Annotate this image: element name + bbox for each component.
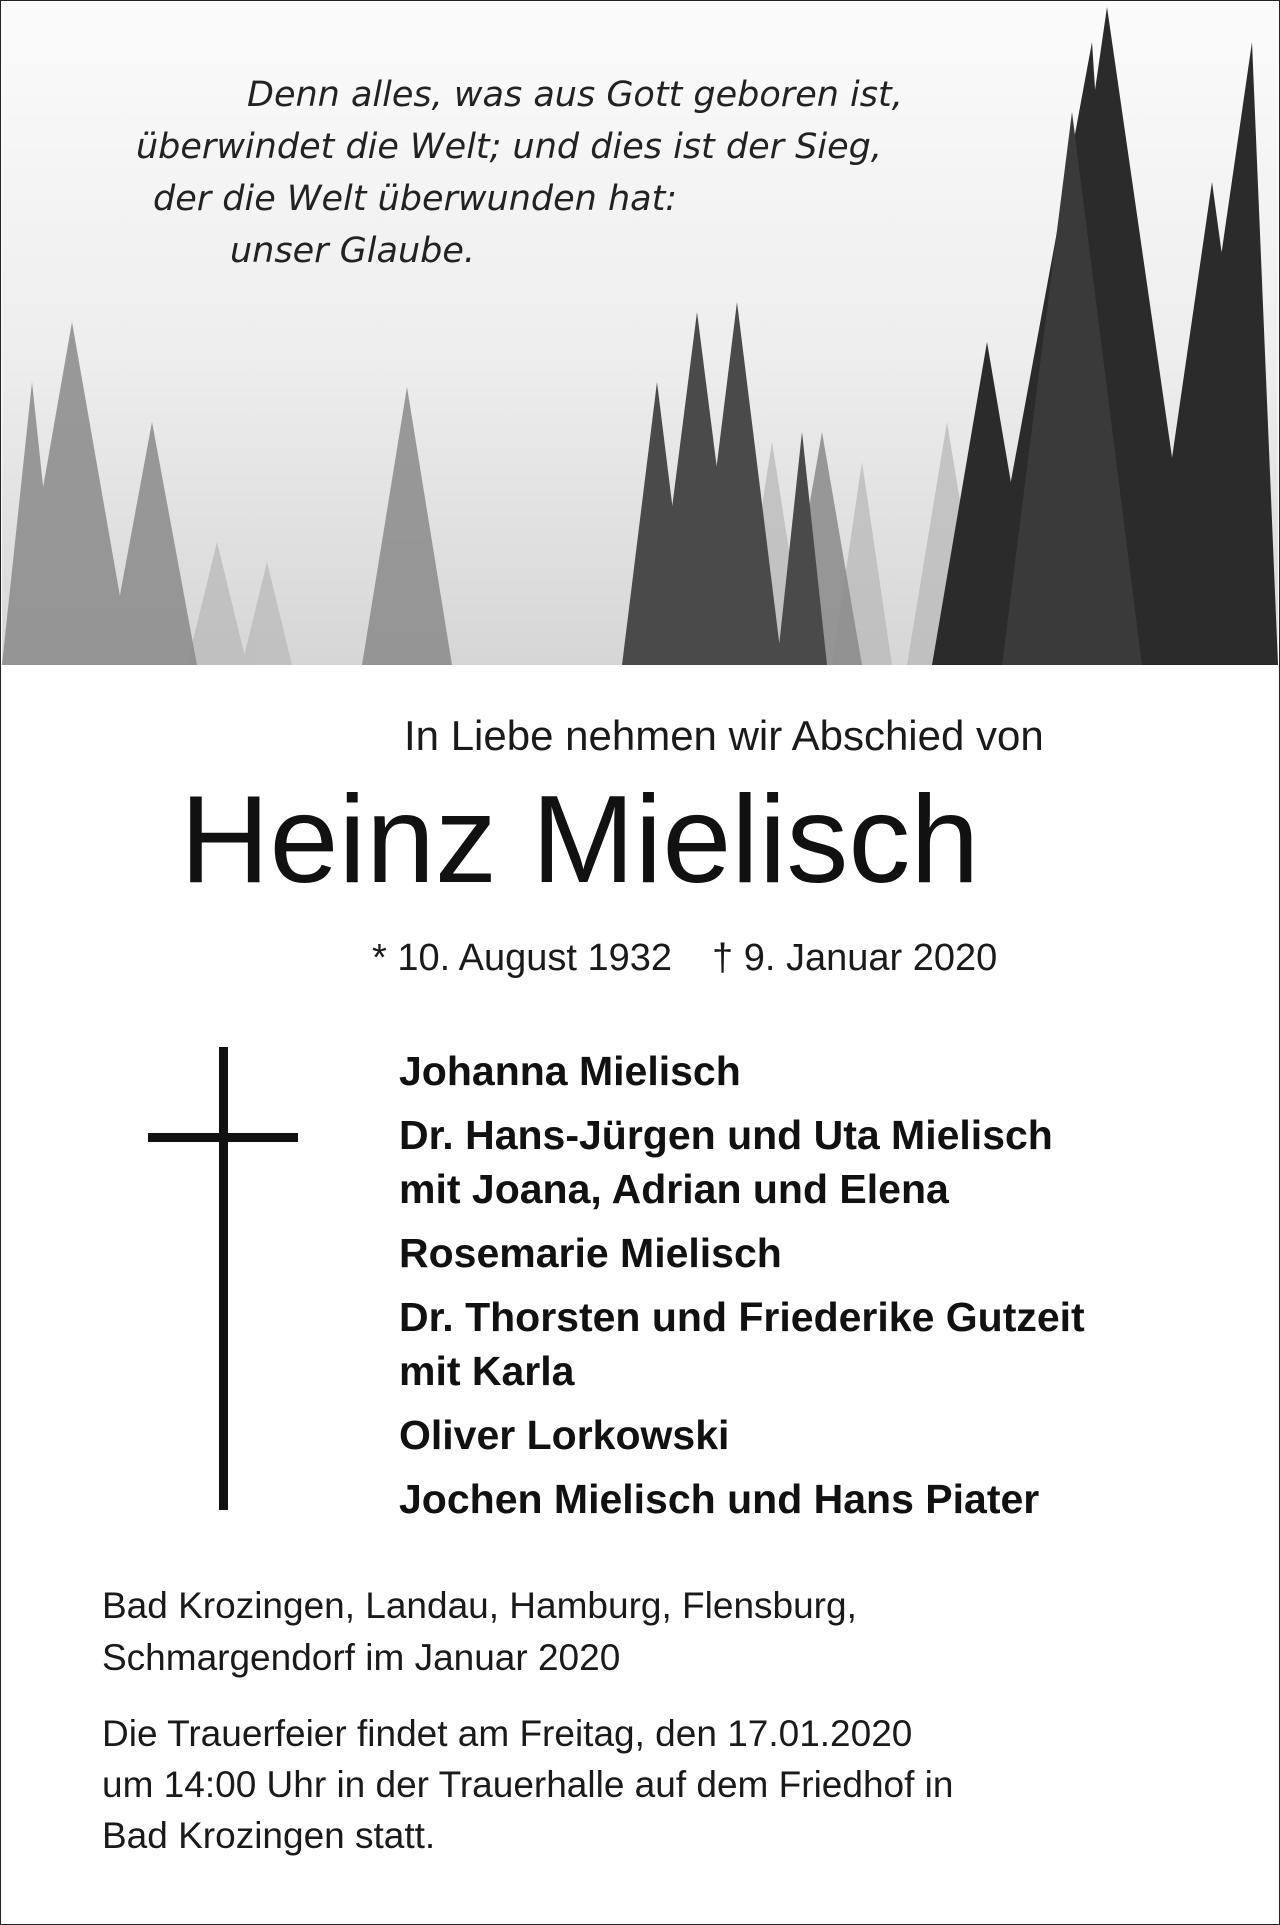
quote-line: der die Welt überwunden hat: xyxy=(153,179,678,219)
mourner-entry xyxy=(399,1290,1259,1398)
service-line: Die Trauerfeier findet am Freitag, den 17.01.2020 xyxy=(102,1713,913,1754)
mourner-line: Dr. Hans-Jürgen und Uta Mielisch xyxy=(399,1112,1053,1158)
place-line: Schmargendorf im Januar 2020 xyxy=(102,1637,621,1678)
mourner-entry xyxy=(399,1108,1259,1216)
place-and-date xyxy=(102,1580,857,1684)
mourner-line: Dr. Thorsten und Friederike Gutzeit xyxy=(399,1294,1085,1340)
cross-icon xyxy=(219,1047,228,1510)
mourner-entry xyxy=(399,1472,1259,1526)
mourner-entry xyxy=(399,1044,1259,1098)
cross-icon-bar xyxy=(148,1133,298,1142)
mourner-line: Rosemarie Mielisch xyxy=(399,1230,782,1276)
quote-line: überwindet die Welt; und dies ist der Sieg, xyxy=(136,127,882,167)
mourner-line: mit Karla xyxy=(399,1348,575,1394)
service-line: um 14:00 Uhr in der Trauerhalle auf dem Friedhof in xyxy=(102,1764,954,1805)
quote-line: Denn alles, was aus Gott geboren ist, xyxy=(247,75,903,115)
mourner-line: Johanna Mielisch xyxy=(399,1048,741,1094)
mourner-line: Jochen Mielisch und Hans Piater xyxy=(399,1476,1040,1522)
deceased-name: Heinz Mielisch xyxy=(180,771,980,909)
mourner-entry xyxy=(399,1408,1259,1462)
place-line: Bad Krozingen, Landau, Hamburg, Flensburg, xyxy=(102,1585,857,1626)
life-dates xyxy=(372,937,997,980)
quote-line: unser Glaube. xyxy=(230,231,475,271)
scripture-quote xyxy=(0,70,1280,300)
mourner-line: Oliver Lorkowski xyxy=(399,1412,730,1458)
intro-text: In Liebe nehmen wir Abschied von xyxy=(404,712,1044,759)
birth-date: * 10. August 1932 xyxy=(372,937,673,979)
funeral-service-info xyxy=(102,1708,953,1861)
service-line: Bad Krozingen statt. xyxy=(102,1815,436,1856)
mourner-line: mit Joana, Adrian und Elena xyxy=(399,1166,949,1212)
mourner-entry xyxy=(399,1226,1259,1280)
death-date: † 9. Januar 2020 xyxy=(712,937,998,979)
mourners-list xyxy=(399,1044,1259,1536)
